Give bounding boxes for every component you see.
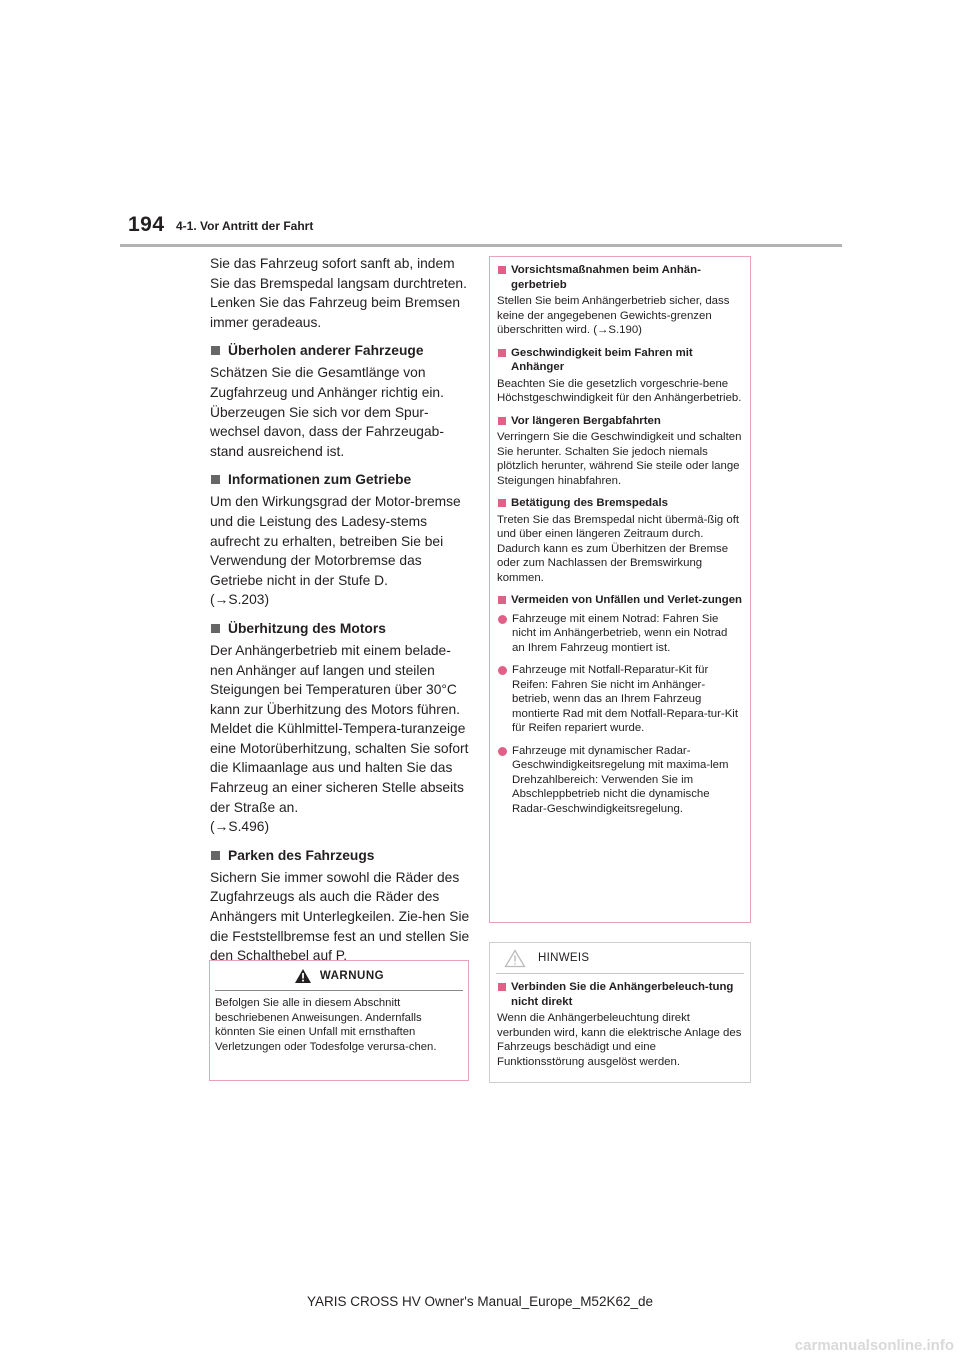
square-bullet-icon: [498, 349, 506, 357]
paragraph-parking: Sichern Sie immer sowohl die Räder des Zugfahrzeugs als auch die Räder des Anhängers mit Unterlegkeilen. Zie-hen Sie die Feststellbremse fest an und stellen Sie den Schalthebel auf P.: [210, 869, 470, 964]
notice-triangle-icon: [504, 949, 526, 968]
square-bullet-icon: [498, 499, 506, 507]
left-column: [210, 254, 472, 975]
page-number: 194: [128, 213, 165, 236]
bullet-item: Fahrzeuge mit einem Notrad: Fahren Sie nicht im Anhängerbetrieb, wenn ein Notrad an Ihrem Fahrzeug montiert ist.: [497, 612, 742, 656]
caution-item: [497, 414, 742, 489]
heading-overheating: Überhitzung des Motors: [210, 619, 472, 638]
round-bullet-icon: [498, 615, 507, 624]
caution-heading: Geschwindigkeit beim Fahren mit Anhänger: [511, 346, 693, 373]
page-reference[interactable]: (→S.203): [210, 592, 270, 608]
square-bullet-icon: [498, 266, 506, 274]
caution-item: [497, 346, 742, 406]
square-bullet-icon: [498, 596, 506, 604]
square-bullet-icon: [498, 983, 506, 991]
footer-text: YARIS CROSS HV Owner's Manual_Europe_M52K62_de: [307, 1294, 653, 1309]
caution-heading: Vorsichtsmaßnahmen beim Anhän-gerbetrieb: [511, 264, 701, 291]
caution-item: [497, 496, 742, 585]
heading-transmission: Informationen zum Getriebe: [210, 470, 472, 489]
hint-title: HINWEIS: [538, 952, 590, 964]
square-bullet-icon: [498, 417, 506, 425]
caution-heading: Betätigung des Bremspedals: [511, 497, 668, 509]
intro-paragraph: Sie das Fahrzeug sofort sanft ab, indem Sie das Bremspedal langsam durchtreten. Lenken Sie das Fahrzeug beim Bremsen immer geradeaus.: [210, 256, 467, 330]
paragraph-overheating: Der Anhängerbetrieb mit einem belade-nen Anhänger auf langen und steilen Steigungen bei Temperaturen über 30°C kann zur Überhitzung des Motors führen. Meldet die Kühlmittel-Tempera-turanzeige eine Motorüberhitzung, schalten Sie sofort die Klimaanlage aus und halten Sie das Fahrzeug an einer sicheren Stelle abseits der Straße an. (→S.496): [210, 642, 469, 835]
caution-text: Stellen Sie beim Anhängerbetrieb sicher, dass keine der angegebenen Gewichts-grenzen überschritten wird. (→S.190): [497, 295, 730, 336]
hint-heading: Verbinden Sie die Anhängerbeleuch-tung nicht direkt: [511, 981, 734, 1008]
caution-text: Treten Sie das Bremspedal nicht übermä-ßig oft und über einen längeren Zeitraum durch. Dadurch kann es zum Überhitzen der Bremse oder zum Nachlassen der Bremswirkung kommen.: [497, 513, 740, 584]
caution-box: [489, 256, 751, 923]
paragraph-transmission: Um den Wirkungsgrad der Motor-bremse und die Leistung des Ladesy-stems aufrecht zu erhalten, betreiben Sie bei Verwendung der Motorbremse das Getriebe nicht in der Stufe D. (→S.203): [210, 494, 461, 608]
heading-parking: Parken des Fahrzeugs: [210, 846, 472, 865]
bullet-item: Fahrzeuge mit Notfall-Reparatur-Kit für Reifen: Fahren Sie nicht im Anhänger-betrieb, wenn das an Ihrem Fahrzeug montierte Rad mit dem Notfall-Repara-tur-Kit für Reifen repariert wurde.: [497, 663, 742, 736]
caution-text: Verringern Sie die Geschwindigkeit und schalten Sie herunter. Schalten Sie jedoch niemals plötzlich herunter, während Sie steile oder lange Steigungen hinabfahren.: [497, 431, 742, 487]
warning-header: [210, 961, 468, 990]
watermark: carmanualsonline.info: [794, 1337, 954, 1354]
square-bullet-icon: [211, 851, 220, 860]
round-bullet-icon: [498, 747, 507, 756]
warning-title: WARNUNG: [319, 969, 385, 982]
section-title: 4-1. Vor Antritt der Fahrt: [176, 219, 314, 233]
hint-box: [489, 942, 751, 1083]
hint-text: Wenn die Anhängerbeleuchtung direkt verbunden wird, kann die elektrische Anlage des Fahrzeugs beschädigt und eine Funktionsstörung ausgelöst werden.: [497, 1012, 742, 1068]
round-bullet-icon: [498, 666, 507, 675]
paragraph-overtaking: Schätzen Sie die Gesamtlänge von Zugfahrzeug und Anhänger richtig ein. Überzeugen Sie sich vor dem Spur-wechsel davon, dass der Fahrzeugab-stand ausreichend ist.: [210, 365, 444, 459]
warning-text: Befolgen Sie alle in diesem Abschnitt beschriebenen Anweisungen. Andernfalls könnten Sie einen Unfall mit ernsthaften Verletzungen oder Todesfolge verursa-chen.: [215, 997, 437, 1053]
warning-triangle-icon: [294, 968, 312, 984]
heading-overtaking: Überholen anderer Fahrzeuge: [210, 341, 472, 360]
square-bullet-icon: [211, 346, 220, 355]
caution-heading: Vermeiden von Unfällen und Verlet-zungen: [511, 594, 743, 606]
square-bullet-icon: [211, 624, 220, 633]
warning-box: [209, 960, 469, 1081]
caution-heading: Vor längeren Bergabfahrten: [511, 414, 661, 427]
hint-header: [490, 943, 750, 973]
square-bullet-icon: [211, 475, 220, 484]
caution-item: [497, 593, 742, 608]
caution-item: [497, 263, 742, 338]
caution-text: Beachten Sie die gesetzlich vorgeschrie-bene Höchstgeschwindigkeit für den Anhängerbetrieb.: [497, 377, 742, 404]
header-divider: [120, 244, 842, 247]
bullet-item: Fahrzeuge mit dynamischer Radar-Geschwindigkeitsregelung mit maxima-lem Drehzahlbereich: Verwenden Sie im Abschleppbetrieb nicht die dynamische Radar-Geschwindigkeitsregelung.: [497, 744, 742, 817]
page-reference[interactable]: (→S.496): [210, 819, 270, 835]
